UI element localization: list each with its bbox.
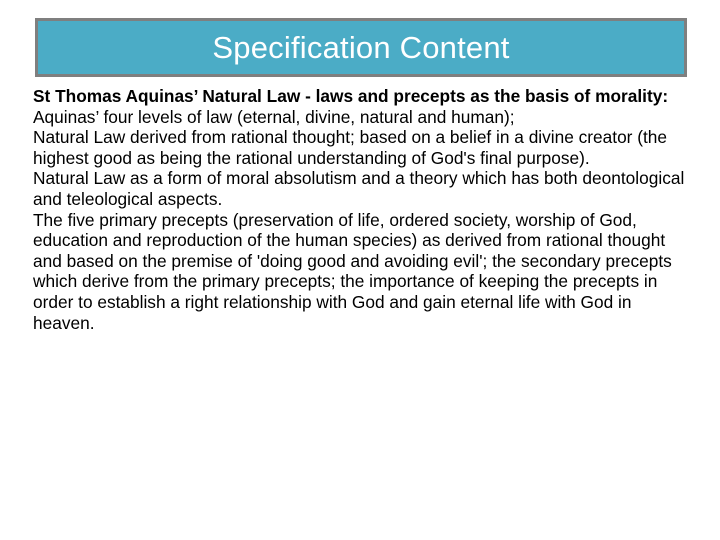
paragraph-levels-of-law: Aquinas’ four levels of law (eternal, divine, natural and human);	[33, 106, 515, 127]
slide-title: Specification Content	[212, 30, 510, 65]
paragraph-moral-absolutism: Natural Law as a form of moral absolutism and a theory which has both deontological and teleological aspects.	[33, 168, 685, 209]
content-heading: St Thomas Aquinas’ Natural Law - laws and precepts as the basis of morality:	[33, 86, 669, 106]
paragraph-rational-thought: Natural Law derived from rational thought; based on a belief in a divine creator (the highest good as being the rational understanding of God's final purpose).	[33, 127, 668, 168]
paragraph-precepts: The five primary precepts (preservation of life, ordered society, worship of God, education and reproduction of the human species) as derived from rational thought and based on the premise of 'doing good and avoiding evil'; the secondary precepts which derive from the primary precepts; the importance of keeping the precepts in order to establish a right relationship with God and gain eternal life with God in heaven.	[33, 209, 672, 333]
title-banner	[35, 18, 687, 77]
slide-body	[33, 86, 688, 333]
